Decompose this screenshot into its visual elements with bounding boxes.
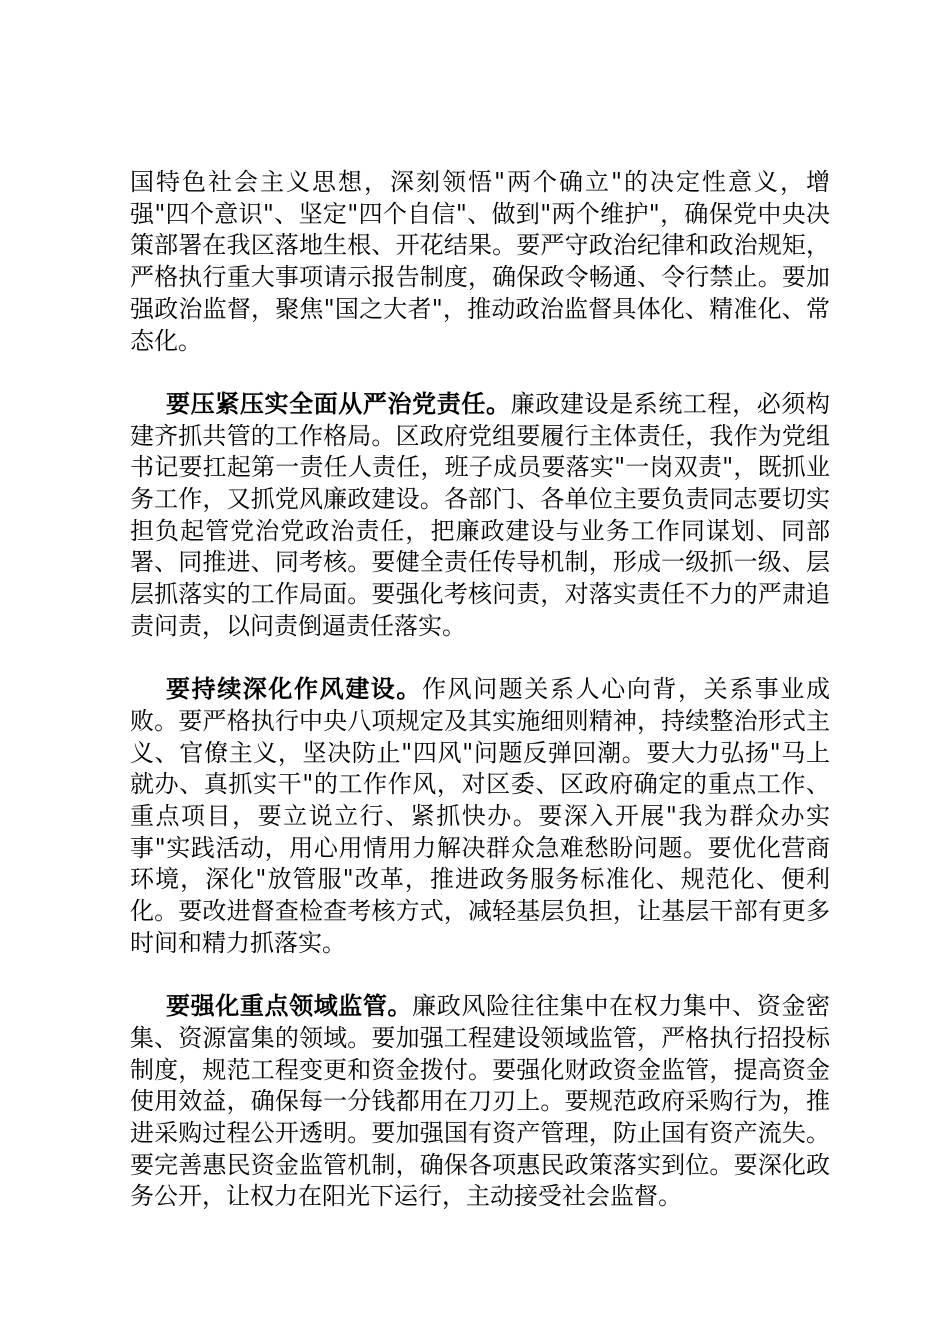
document-body bbox=[130, 167, 830, 1213]
paragraph-4-heading: 要强化重点领域监管。 bbox=[166, 992, 413, 1021]
paragraph-1 bbox=[130, 167, 830, 357]
paragraph-1-text: 国特色社会主义思想，深刻领悟"两个确立"的决定性意义，增强"四个意识"、坚定"四个自信"、做到"两个维护"，确保党中央决策部署在我区落地生根、开花结果。要严守政治纪律和政治规矩，严格执行重大事项请示报告制度，确保政令畅通、令行禁止。要加强政治监督，聚焦"国之大者"，推动政治监督具体化、精准化、常态化。 bbox=[130, 168, 830, 355]
paragraph-2-heading: 要压紧压实全面从严治党责任。 bbox=[166, 389, 511, 418]
paragraph-3-heading: 要持续深化作风建设。 bbox=[166, 675, 422, 704]
paragraph-3 bbox=[130, 674, 830, 959]
paragraph-4-text: 廉政风险往往集中在权力集中、资金密集、资源富集的领域。要加强工程建设领域监管，严格执行招投标制度，规范工程变更和资金拨付。要强化财政资金监管，提高资金使用效益，确保每一分钱都用在刀刃上。要规范政府采购行为，推进采购过程公开透明。要加强国有资产管理，防止国有资产流失。要完善惠民资金监管机制，确保各项惠民政策落实到位。要深化政务公开，让权力在阳光下运行，主动接受社会监督。 bbox=[130, 992, 831, 1211]
paragraph-2-text: 廉政建设是系统工程，必须构建齐抓共管的工作格局。区政府党组要履行主体责任，我作为党组书记要扛起第一责任人责任，班子成员要落实"一岗双责"，既抓业务工作，又抓党风廉政建设。各部门、各单位主要负责同志要切实担负起管党治党政治责任，把廉政建设与业务工作同谋划、同部署、同推进、同考核。要健全责任传导机制，形成一级抓一级、层层抓落实的工作局面。要强化考核问责，对落实责任不力的严肃追责问责，以问责倒逼责任落实。 bbox=[130, 389, 831, 640]
paragraph-4 bbox=[130, 991, 830, 1213]
paragraph-3-text: 作风问题关系人心向背，关系事业成败。要严格执行中央八项规定及其实施细则精神，持续整治形式主义、官僚主义，坚决防止"四风"问题反弹回潮。要大力弘扬"马上就办、真抓实干"的工作作风，对区委、区政府确定的重点工作、重点项目，要立说立行、紧抓快办。要深入开展"我为群众办实事"实践活动，用心用情用力解决群众急难愁盼问题。要优化营商环境，深化"放管服"改革，推进政务服务标准化、规范化、便利化。要改进督查检查考核方式，减轻基层负担，让基层干部有更多时间和精力抓落实。 bbox=[130, 675, 830, 957]
paragraph-2 bbox=[130, 389, 830, 643]
